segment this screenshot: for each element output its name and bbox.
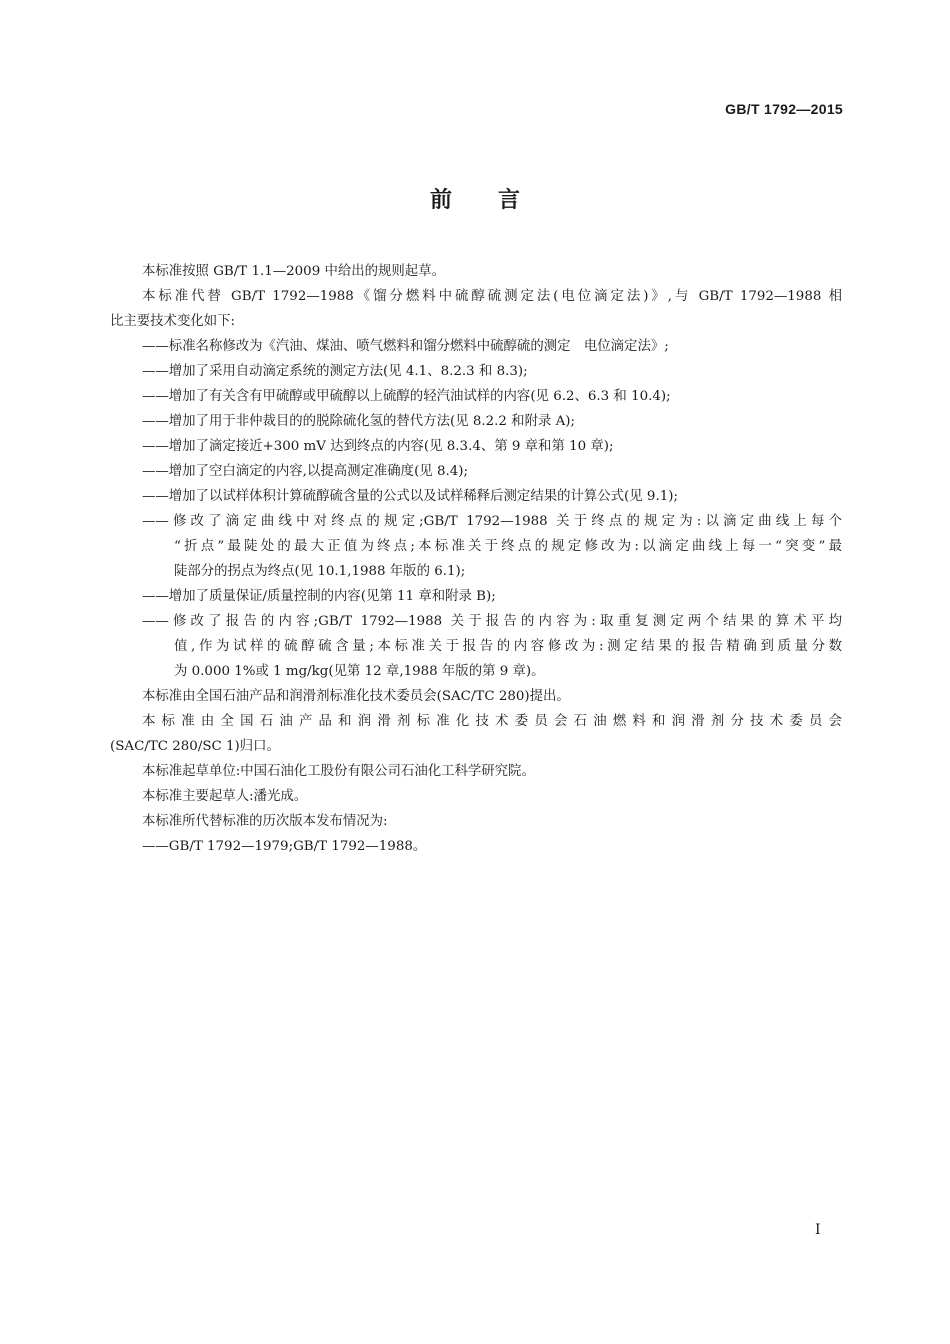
text-line: 值,作为试样的硫醇硫含量;本标准关于报告的内容修改为:测定结果的报告精确到质量分数 — [174, 639, 842, 654]
text-line: ——增加了质量保证/质量控制的内容(见第 11 章和附录 B); — [142, 589, 496, 604]
text-line: ——GB/T 1792—1979;GB/T 1792—1988。 — [142, 839, 427, 854]
text-line: 本标准主要起草人:潘光成。 — [142, 789, 308, 804]
text-line: ——增加了有关含有甲硫醇或甲硫醇以上硫醇的轻汽油试样的内容(见 6.2、6.3 和 10.4); — [142, 389, 671, 404]
standard-number: GB/T 1792—2015 — [725, 101, 843, 117]
text-line: 为 0.000 1%或 1 mg/kg(见第 12 章,1988 年版的第 9 章)。 — [174, 664, 545, 679]
text-line: 本标准由全国石油产品和润滑剂标准化技术委员会(SAC/TC 280)提出。 — [142, 689, 570, 704]
page-title: 前言 — [429, 188, 566, 213]
text-line: ——增加了滴定接近+300 mV 达到终点的内容(见 8.3.4、第 9 章和第 10 章); — [142, 439, 614, 454]
document-body — [110, 259, 842, 859]
text-line: ——增加了采用自动滴定系统的测定方法(见 4.1、8.2.3 和 8.3); — [142, 364, 528, 379]
text-line: ——增加了用于非仲裁目的的脱除硫化氢的替代方法(见 8.2.2 和附录 A); — [142, 414, 576, 429]
text-line: ——修改了报告的内容;GB/T 1792—1988 关于报告的内容为:取重复测定两个结果的算术平均 — [142, 614, 842, 629]
text-line: ——增加了空白滴定的内容,以提高测定准确度(见 8.4); — [142, 464, 468, 479]
text-line: ——修改了滴定曲线中对终点的规定;GB/T 1792—1988 关于终点的规定为:以滴定曲线上每个 — [142, 514, 842, 529]
text-line: 陡部分的拐点为终点(见 10.1,1988 年版的 6.1); — [174, 564, 466, 579]
text-line: 本标准起草单位:中国石油化工股份有限公司石油化工科学研究院。 — [142, 764, 535, 779]
text-line: 本标准所代替标准的历次版本发布情况为: — [142, 814, 388, 829]
text-line: (SAC/TC 280/SC 1)归口。 — [110, 739, 280, 754]
text-line: 本标准由全国石油产品和润滑剂标准化技术委员会石油燃料和润滑剂分技术委员会 — [142, 714, 842, 729]
text-line: ——标准名称修改为《汽油、煤油、喷气燃料和馏分燃料中硫醇硫的测定 电位滴定法》; — [142, 339, 669, 354]
text-line: 本标准按照 GB/T 1.1—2009 中给出的规则起草。 — [142, 264, 445, 279]
text-line: “折点”最陡处的最大正值为终点;本标准关于终点的规定修改为:以滴定曲线上每一“突变”最 — [174, 539, 842, 554]
text-line: 比主要技术变化如下: — [110, 314, 236, 329]
text-line: ——增加了以试样体积计算硫醇硫含量的公式以及试样稀释后测定结果的计算公式(见 9.1); — [142, 489, 678, 504]
page-number: I — [815, 1222, 821, 1238]
text-line: 本标准代替 GB/T 1792—1988《馏分燃料中硫醇硫测定法(电位滴定法)》,与 GB/T 1792—1988 相 — [142, 289, 842, 304]
